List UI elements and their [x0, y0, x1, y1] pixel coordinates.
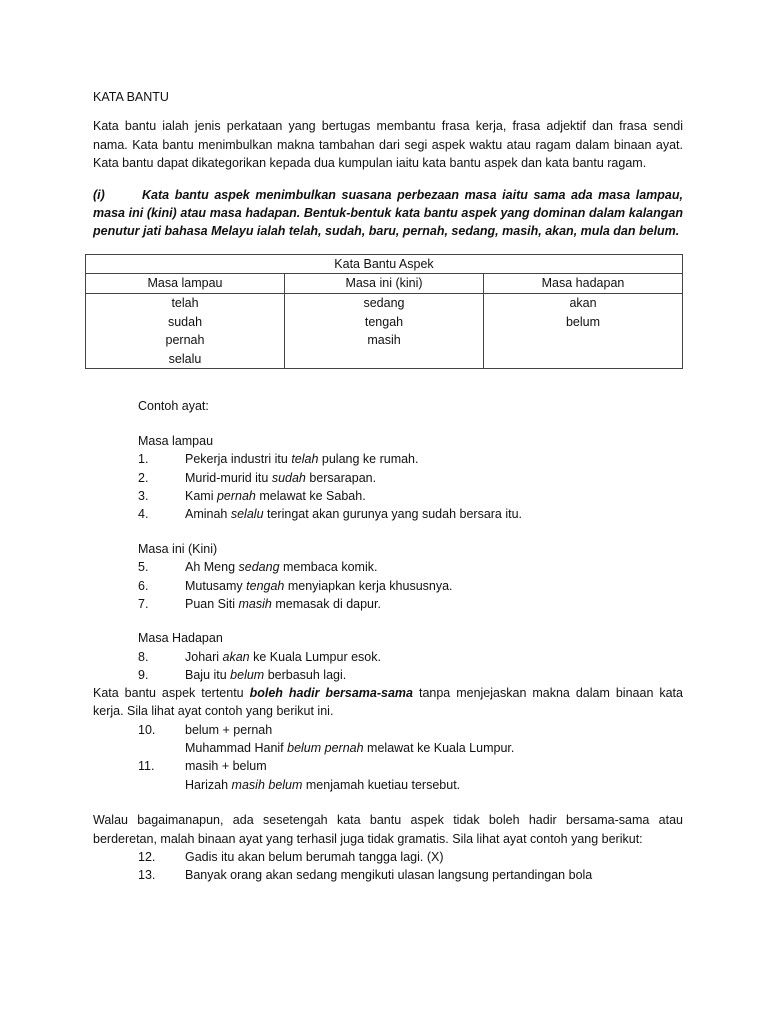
item-text: Kami — [185, 489, 217, 504]
group-title: Masa Hadapan — [138, 631, 223, 646]
section-i-text: Kata bantu aspek menimbulkan suasana perbezaan masa iaitu sama ada masa lampau, masa ini (kini) atau masa hadapan. Bentuk-bentuk kata bantu aspek yang dominan dalam kalangan penutur jati bahasa Melayu ialah telah, sudah, baru, pernah, sedang, masih, akan, mula dan belum. — [93, 187, 683, 239]
item-text: Ah Meng — [185, 560, 239, 575]
item-text: Johari — [185, 649, 223, 664]
list-item — [138, 558, 683, 576]
item-number: 13. — [138, 868, 156, 883]
item-emphasis: tengah — [246, 578, 285, 593]
list-item — [138, 595, 683, 613]
table-cell-hadapan — [484, 294, 683, 369]
item-text: menjamah kuetiau tersebut. — [302, 777, 461, 792]
note-text: Kata bantu aspek tertentu — [93, 685, 250, 700]
item-number: 3. — [138, 489, 149, 504]
group-title: Masa ini (Kini) — [138, 541, 218, 556]
item-text: membaca komik. — [279, 560, 378, 575]
item-number: 8. — [138, 649, 149, 664]
intro-paragraph: Kata bantu ialah jenis perkataan yang bertugas membantu frasa kerja, frasa adjektif dan frasa sendi nama. Kata bantu menimbulkan makna tambahan dari segi aspek waktu atau ragam dalam binaan ayat. Kata bantu dapat dikategorikan kepada dua kumpulan iaitu kata bantu aspek dan kata bantu ragam. — [93, 119, 683, 171]
item-emphasis: pernah — [216, 489, 256, 504]
list-item — [138, 848, 683, 866]
item-text: melawat ke Kuala Lumpur. — [363, 740, 515, 755]
list-item — [138, 866, 683, 884]
item-number: 2. — [138, 470, 149, 485]
item-text: Puan Siti — [185, 597, 239, 612]
table-word: pernah — [165, 333, 205, 348]
item-emphasis: masih belum — [231, 777, 303, 792]
table-caption: Kata Bantu Aspek — [86, 254, 683, 274]
item-emphasis: sedang — [238, 560, 280, 575]
item-number: 11. — [138, 759, 155, 774]
table-word: masih — [367, 333, 401, 348]
item-text: memasak di dapur. — [271, 597, 381, 612]
combo-sentence — [185, 776, 683, 794]
list-item — [138, 577, 683, 595]
table-word: sudah — [167, 314, 203, 329]
item-emphasis: belum — [230, 668, 265, 683]
table-word: sedang — [363, 296, 405, 311]
group-title: Masa lampau — [138, 433, 214, 448]
item-text: pulang ke rumah. — [318, 452, 419, 467]
table-word: selalu — [168, 351, 202, 366]
note-emphasis: boleh hadir bersama-sama — [249, 685, 413, 700]
item-number: 6. — [138, 578, 149, 593]
item-text: Gadis itu akan belum berumah tangga lagi. (X) — [185, 849, 444, 864]
list-item — [138, 487, 683, 505]
item-text: Harizah — [185, 777, 232, 792]
closing-paragraph: Walau bagaimanapun, ada sesetengah kata bantu aspek tidak boleh hadir bersama-sama atau berderetan, malah binaan ayat yang terhasil juga tidak gramatis. Sila lihat ayat contoh yang berikut: — [93, 813, 683, 846]
section-i-paragraph — [93, 186, 683, 241]
item-number: 12. — [138, 849, 156, 864]
item-text: teringat akan gurunya yang sudah bersara itu. — [263, 507, 523, 522]
item-text: ke Kuala Lumpur esok. — [249, 649, 381, 664]
examples-section — [93, 397, 683, 794]
list-item — [138, 450, 683, 468]
item-emphasis: masih — [238, 597, 272, 612]
wrong-examples — [138, 848, 683, 885]
list-item — [138, 757, 683, 775]
item-text: Mutusamy — [185, 578, 247, 593]
combo-sentence — [185, 739, 683, 757]
page-title: KATA BANTU — [93, 90, 169, 104]
item-emphasis: selalu — [230, 507, 264, 522]
list-item — [138, 505, 683, 523]
item-text: menyiapkan kerja khususnya. — [284, 578, 453, 593]
table-word: tengah — [364, 314, 404, 329]
note-paragraph — [93, 684, 683, 721]
item-number: 9. — [138, 668, 149, 683]
document-page — [93, 88, 683, 885]
section-i-marker: (i) — [93, 187, 105, 202]
table-header-hadapan: Masa hadapan — [484, 274, 683, 294]
group-masa-lampau — [138, 432, 683, 524]
combo-label: belum + pernah — [185, 722, 273, 737]
item-emphasis: akan — [222, 649, 250, 664]
examples-intro: Contoh ayat: — [138, 399, 209, 414]
table-header-lampau: Masa lampau — [86, 274, 285, 294]
item-text: Aminah — [185, 507, 231, 522]
table-header-kini: Masa ini (kini) — [285, 274, 484, 294]
item-emphasis: belum pernah — [287, 740, 364, 755]
item-text: berbasuh lagi. — [264, 668, 347, 683]
combo-label: masih + belum — [185, 759, 267, 774]
item-emphasis: telah — [291, 452, 319, 467]
note-text: tanpa menjejaskan makna dalam binaan kata kerja. Sila lihat ayat contoh yang berikut ini. — [93, 685, 683, 719]
item-text: Banyak orang akan sedang mengikuti ulasan langsung pertandingan bola — [185, 868, 593, 883]
aspect-table — [85, 254, 683, 370]
item-text: melawat ke Sabah. — [255, 489, 366, 504]
list-item — [138, 666, 683, 684]
item-text: Murid-murid itu — [185, 470, 272, 485]
item-number: 5. — [138, 560, 149, 575]
item-number: 7. — [138, 597, 149, 612]
item-text: Baju itu — [185, 668, 231, 683]
table-cell-lampau — [86, 294, 285, 369]
item-number: 10. — [138, 722, 156, 737]
item-emphasis: sudah — [271, 470, 306, 485]
item-text: Pekerja industri itu — [185, 452, 292, 467]
table-cell-kini — [285, 294, 484, 369]
item-number: 1. — [138, 452, 149, 467]
table-word: akan — [569, 296, 597, 311]
list-item — [138, 648, 683, 666]
item-text: bersarapan. — [305, 470, 377, 485]
group-masa-kini — [138, 540, 683, 614]
group-masa-hadapan — [138, 629, 683, 684]
list-item — [138, 469, 683, 487]
item-number: 4. — [138, 507, 149, 522]
table-word: telah — [171, 296, 199, 311]
list-item — [138, 721, 683, 739]
item-text: Muhammad Hanif — [185, 740, 288, 755]
table-word: belum — [565, 314, 601, 329]
